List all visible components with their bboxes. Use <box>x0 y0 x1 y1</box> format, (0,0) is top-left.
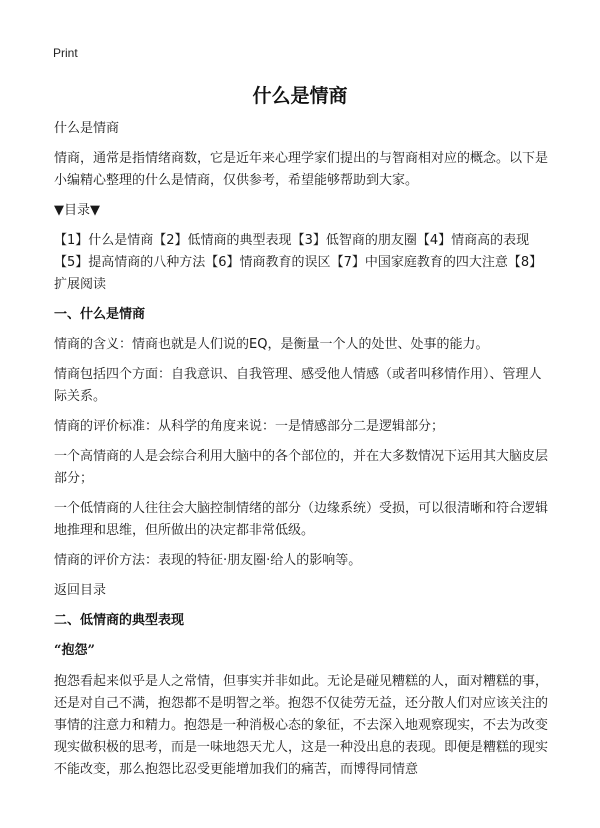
section1-paragraph-3: 情商的评价标准：从科学的角度来说：一是情感部分二是逻辑部分； <box>54 419 445 434</box>
toc-item-3[interactable]: 【3】低智商的朋友圈 <box>291 233 417 248</box>
section-heading-1: 一、什么是情商 <box>54 307 146 322</box>
table-of-contents <box>54 230 550 296</box>
section2-subheading: “抱怨” <box>54 643 95 658</box>
page-title: 什么是情商 <box>252 85 348 107</box>
section2-paragraph: 抱怨看起来似乎是人之常情，但事实并非如此。无论是碰见糟糕的人，面对糟糕的事，还是对自己不满，抱怨都不是明智之举。抱怨不仅徒劳无益，还分散人们对应该关注的事情的注意力和精力。抱怨是一种消极心态的象征，不去深入地观察现实，不去为改变现实做积极的思考，而是一味地怨天尤人，这是一种没出息的表现。即便是糟糕的现实不能改变，那么抱怨比忍受更能增加我们的痛苦，而博得同情意 <box>54 674 549 777</box>
section1-paragraph-1: 情商的含义：情商也就是人们说的EQ，是衡量一个人的处世、处事的能力。 <box>54 337 489 352</box>
toc-item-2[interactable]: 【2】低情商的典型表现 <box>153 233 292 248</box>
article-body <box>54 118 550 789</box>
toc-item-7[interactable]: 【7】中国家庭教育的四大注意 <box>330 255 508 270</box>
toc-item-8[interactable]: 【8】扩展阅读 <box>54 255 543 292</box>
toc-item-5[interactable]: 【5】提高情商的八种方法 <box>54 255 206 270</box>
print-link[interactable]: Print <box>53 46 78 60</box>
intro-subtitle: 什么是情商 <box>54 121 120 136</box>
section1-paragraph-5: 一个低情商的人往往会大脑控制情绪的部分（边缘系统）受损，可以很清晰和符合逻辑地推理和思维，但所做出的决定都非常低级。 <box>54 501 549 538</box>
toc-item-6[interactable]: 【6】情商教育的误区 <box>205 255 331 270</box>
section-heading-2: 二、低情商的典型表现 <box>54 613 185 628</box>
toc-item-1[interactable]: 【1】什么是情商 <box>54 233 154 248</box>
intro-summary: 情商，通常是指情绪商数，它是近年来心理学家们提出的与智商相对应的概念。以下是小编精心整理的什么是情商，仅供参考，希望能够帮助到大家。 <box>54 151 549 188</box>
section1-paragraph-4: 一个高情商的人是会综合利用大脑中的各个部位的，并在大多数情况下运用其大脑皮层部分； <box>54 449 549 486</box>
section1-paragraph-2: 情商包括四个方面：自我意识、自我管理、感受他人情感（或者叫移情作用）、管理人际关系。 <box>54 367 542 404</box>
back-to-toc-link[interactable]: 返回目录 <box>54 583 107 598</box>
toc-item-4[interactable]: 【4】情商高的表现 <box>416 233 530 248</box>
section1-paragraph-6: 情商的评价方法：表现的特征·朋友圈·给人的影响等。 <box>54 553 362 568</box>
toc-label: ▼目录▼ <box>54 203 100 218</box>
